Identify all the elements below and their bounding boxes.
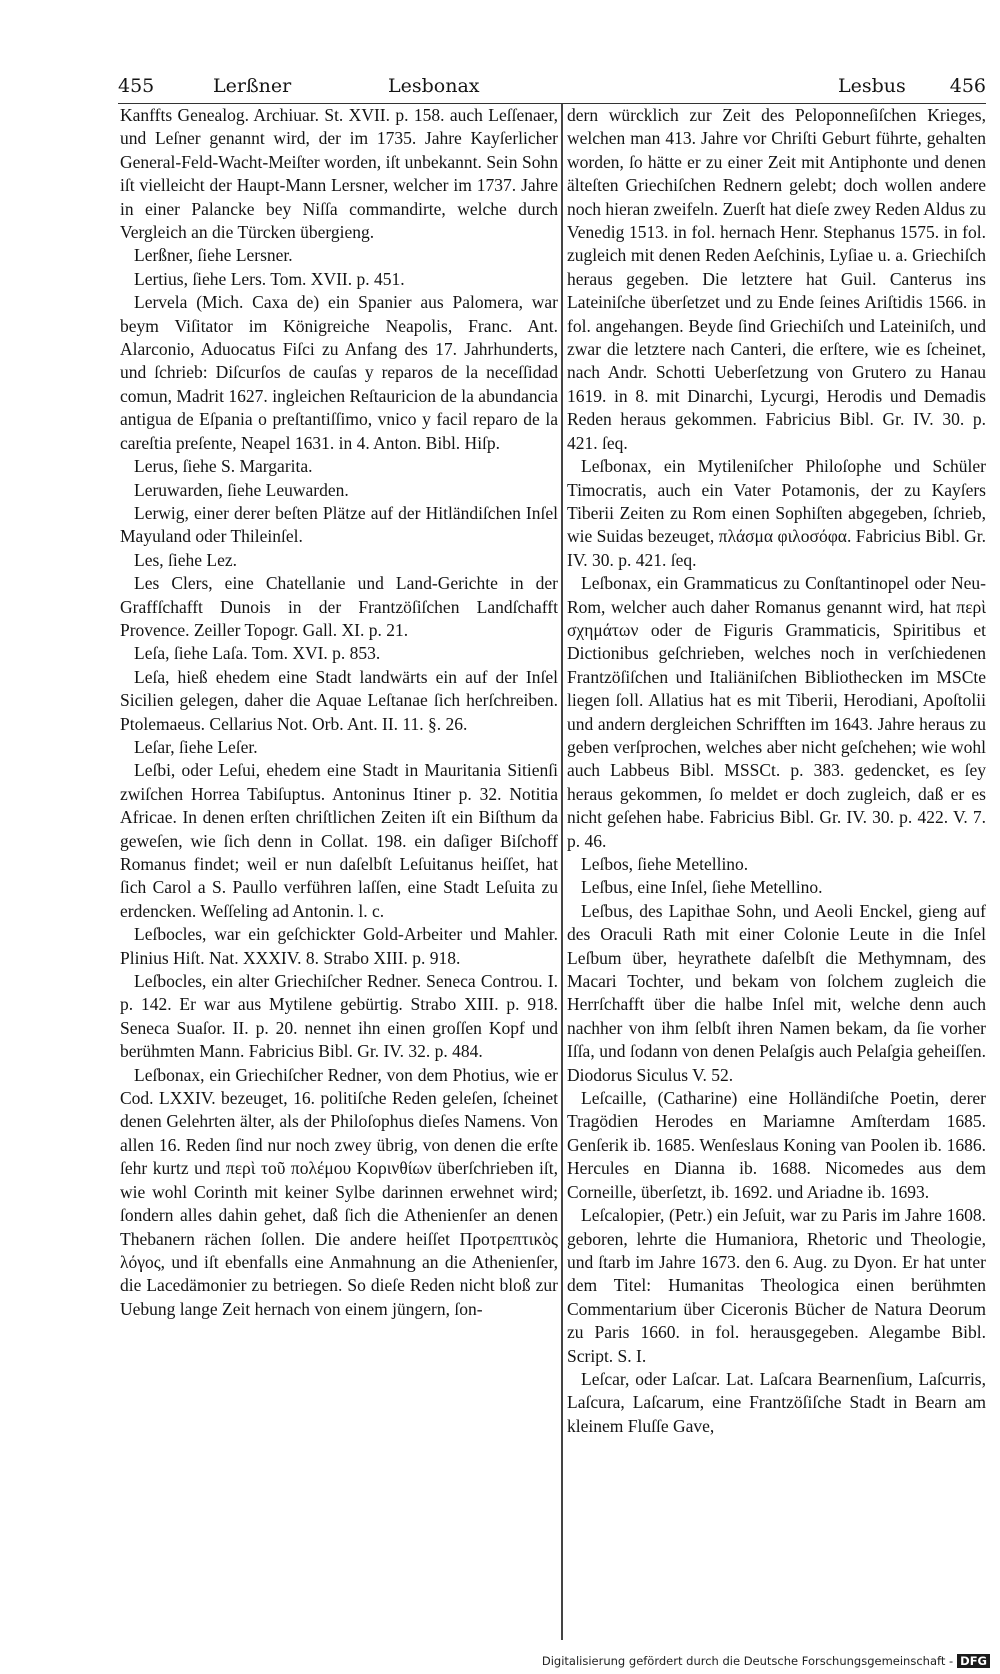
- entry-lescar: Leſcar, oder Laſcar. Lat. Laſcara Bearnenſium, Laſcurris, Laſcura, Laſcarum, eine Frantzöſiſche Stadt in Bearn am kleinem Fluſſe Gave,: [567, 1368, 986, 1436]
- entry-leruela: Lervela (Mich. Caxa de) ein Spanier aus Palomera, war beym Viſitator im Königreiche Neapolis, Franc. Ant. Alarconio, Aduocatus Fiſci zu Anfang des 17. Jahrhunderts, und ſchrieb: Diſcurſos de cauſas y reparos de la neceſſidad comun, Madrit 1627. ingleichen Reſtauricion de la abundancia antigua de Eſpania o preſtantiſſimo, vnico y facil reparo de la careſtia preſente, Neapel 1631. in 4. Anton. Bibl. Hiſp.: [120, 292, 558, 453]
- entry-lesbonax-2: Leſbonax, ein Mytileniſcher Philoſophe und Schüler Timocratis, auch ein Vater Potamonis, der zu Kayſers Tiberii Zeiten zu Rom einen Sophiſten abgegeben, ſchrieb, wie Suidas bezeuget, πλάσμα φιλοσόφα. Fabricius Bibl. Gr. IV. 30. p. 421. ſeq.: [567, 456, 986, 570]
- entry-lesa-1: Leſa, ſiehe Laſa. Tom. XVI. p. 853.: [134, 643, 381, 664]
- entry-les: Les, ſiehe Lez.: [134, 549, 238, 570]
- entry-lerwig: Lerwig, einer derer beſten Plätze auf der Hitländiſchen Inſel Mayuland oder Thileinſel.: [120, 502, 558, 547]
- entry-lescalopier: Leſcalopier, (Petr.) ein Jeſuit, war zu Paris im Jahre 1608. geboren, lehrte die Humaniora, Rhetoric und Theologie, und ſtarb im Jahre 1673. den 6. Aug. zu Dyon. Er hat unter dem Titel: Humanitas Theologica einen berühmten Commentarium über Ciceronis Bücher de Natura Deorum zu Paris 1660. in fol. herausgegeben. Alegambe Bibl. Script. S. I.: [567, 1205, 986, 1366]
- entry-lesbonax-3: Leſbonax, ein Grammaticus zu Conſtantinopel oder Neu-Rom, welcher auch daher Romanus genannt wird, hat περὶ σχημάτων oder de Figuris Grammaticis, Spiritibus et Dictionibus geſchrieben, welches noch in verſchiedenen Frantzöſiſchen und Italiäniſchen Bibliothecken im MSCte liegen ſoll. Allatius hat es mit Tiberii, Herodiani, Apoſtolii und andern dergleichen Schrifften im 1643. Jahre heraus zu geben verſprochen, welches aber nicht geſchehen; wie wohl auch Labbeus Bibl. MSSCt. p. 383. gedencket, es ſey heraus gekommen, ſo meldet er doch zugleich, daß er es nicht geſehen habe. Fabricius Bibl. Gr. IV. 30. p. 422. V. 7. p. 46.: [567, 573, 986, 851]
- catchword-left-center: Lesbonax: [388, 75, 480, 97]
- entry-lesbocles-2: Leſbocles, ein alter Griechiſcher Redner. Seneca Controu. I. p. 142. Er war aus Mytilene gebürtig. Strabo XIII. p. 918. Seneca Suaſor. II. p. 20. nennet ihn einen groſſen Kopf und berühmten Mann. Fabricius Bibl. Gr. IV. 32. p. 484.: [120, 971, 558, 1062]
- entry-lesbus-island: Leſbus, eine Inſel, ſiehe Metellino.: [581, 877, 823, 898]
- entry-continuation: Kanffts Genealog. Archiuar. St. XVII. p. 158. auch Leſſenaer, und Leſner genannt wird, der im 1735. Jahre Kayſerlicher General-Feld-Wacht-Meiſter worden, iſt unbekannt. Sein Sohn iſt vielleicht der Haupt-Mann Lersner, welcher im 1737. Jahre in einer Palancke bey Niſſa commandirte, welche durch Vergleich an die Türcken übergieng.: [120, 105, 558, 243]
- entry-les-clers: Les Clers, eine Chatellanie und Land-Gerichte in der Graffſchafft Dunois in der Frantzöſiſchen Landſchafft Provence. Zeiller Topogr. Gall. XI. p. 21.: [120, 573, 558, 640]
- entry-lesbos: Leſbos, ſiehe Metellino.: [581, 854, 749, 874]
- entry-lerssner: Lerßner, ſiehe Lersner.: [134, 245, 293, 266]
- page-number-left: 455: [118, 75, 155, 97]
- dfg-logo: DFG: [957, 1654, 990, 1668]
- entry-lesbonax-continued: dern würcklich zur Zeit des Peloponneſiſchen Krieges, welchen man 413. Jahre vor Chriſti Geburt führte, gehalten worden, ſo hätte er zu einer Zeit mit Antiphonte und denen älteſten Griechiſchen Rednern gelebt; doch wollen andere noch hieran zweifeln. Zuerſt hat dieſe zwey Reden Aldus zu Venedig 1513. in fol. hernach Henr. Stephanus 1575. in fol. zugleich mit denen Reden Aeſchinis, Lyſiae u. a. Griechiſch heraus gegeben. Die letztere hat Guil. Canterus ins Lateiniſche überſetzet und zu Ende ſeines Ariſtidis 1566. in fol. angehangen. Beyde ſind Griechiſch und Lateiniſch, und zwar die letztere nach Canteri, die erſtere, wie es ſcheinet, nach Andr. Schotti Ueberſetzung von Grutero zu Hanau 1619. in 8. mit Dinarchi, Lycurgi, Herodis und Demadis Reden heraus gekommen. Fabricius Bibl. Gr. IV. 30. p. 421. ſeq.: [567, 105, 986, 453]
- entry-leruwarden: Leruwarden, ſiehe Leuwarden.: [134, 479, 349, 500]
- entry-lesbocles-1: Leſbocles, war ein geſchickter Gold-Arbeiter und Mahler. Plinius Hiſt. Nat. XXXIV. 8. Strabo XIII. p. 918.: [120, 924, 558, 968]
- entry-lesbonax-1: Leſbonax, ein Griechiſcher Redner, von dem Photius, wie er Cod. LXXIV. bezeuget, 16. politiſche Reden geleſen, ſcheinet denen Gelehrten älter, als der Philoſophus dieſes Namens. Von allen 16. Reden ſind nur noch zwey übrig, von denen die erſte ſehr kurtz und περὶ τοῦ πολέμου Κορινθίων überſchrieben iſt, wie wohl Corinth mit keiner Sylbe darinnen erwehnet wird; ſondern alles dahin gehet, daß ſich die Athenienſer an denen Thebanern rächen ſollen. Die andere heiſſet Προτρεπτικὸς λόγος, und iſt ebenfalls eine Anmahnung an die Athenienſer, die Lacedämonier zu betriegen. So dieſe Reden nicht bloß zur Uebung lange Zeit hernach von einem jüngern, ſon-: [120, 1064, 558, 1319]
- right-column: [567, 104, 986, 1640]
- credit-text: Digitalisierung gefördert durch die Deutsche Forschungsgemeinschaft -: [541, 1654, 954, 1668]
- digitization-credit: [542, 1654, 990, 1668]
- catchword-right: Lesbus: [838, 75, 906, 97]
- page-number-right: 456: [949, 75, 986, 97]
- entry-lerus: Lerus, ſiehe S. Margarita.: [134, 456, 313, 477]
- entry-lertius: Lertius, ſiehe Lers. Tom. XVII. p. 451.: [134, 268, 405, 289]
- entry-lesa-2: Leſa, hieß ehedem eine Stadt landwärts ein auf der Inſel Sicilien gelegen, daher die Aquae Leſtanae ſich herſchreiben. Ptolemaeus. Cellarius Not. Orb. Ant. II. 11. §. 26.: [120, 666, 558, 734]
- catchword-left: Lerßner: [213, 75, 292, 97]
- column-divider: [561, 104, 563, 1640]
- entry-lesbi: Leſbi, oder Leſui, ehedem eine Stadt in Mauritania Sitienſi zwiſchen Horrea Tabiſuptus. Antoninus Itiner p. 32. Notitia Africae. In denen erſten chriſtlichen Zeiten iſt ein Biſthum da geweſen, wie ſich denn in Collat. 198. ein daſiger Biſchoff Romanus findet; weil er nun daſelbſt Leſuitanus heiſſet, hat ſich Carol a S. Paullo verführen laſſen, eine Stadt Leſuita zu erdencken. Weſſeling ad Antonin. l. c.: [120, 760, 558, 921]
- left-column: [120, 104, 558, 1640]
- entry-lescaille: Leſcaille, (Catharine) eine Holländiſche Poetin, derer Tragödien Herodes en Mariamne Amſterdam 1685. Genſerik ib. 1685. Wenſeslaus Koning van Poolen ib. 1686. Hercules en Dianna ib. 1688. Nicomedes aus dem Corneille, überſetzt, ib. 1692. und Ariadne ib. 1693.: [567, 1088, 986, 1202]
- running-header: [118, 70, 986, 102]
- entry-lesbus-person: Leſbus, des Lapithae Sohn, und Aeoli Enckel, gieng auf des Oraculi Rath mit einer Colonie Leute in die Inſel Leſbum über, heyrathete daſelbſt die Methymnam, des Macari Tochter, und bekam von ſolchem zugleich die Herrſchafft über die halbe Inſel mit, welche denn auch nachher von ihm ſelbſt ihren Namen bekam, da ſie vorher Iſſa, und ſodann von denen Pelaſgis auch Pelaſgia geheiſſen. Diodorus Siculus V. 52.: [567, 900, 986, 1085]
- entry-lesar: Leſar, ſiehe Leſer.: [134, 736, 258, 757]
